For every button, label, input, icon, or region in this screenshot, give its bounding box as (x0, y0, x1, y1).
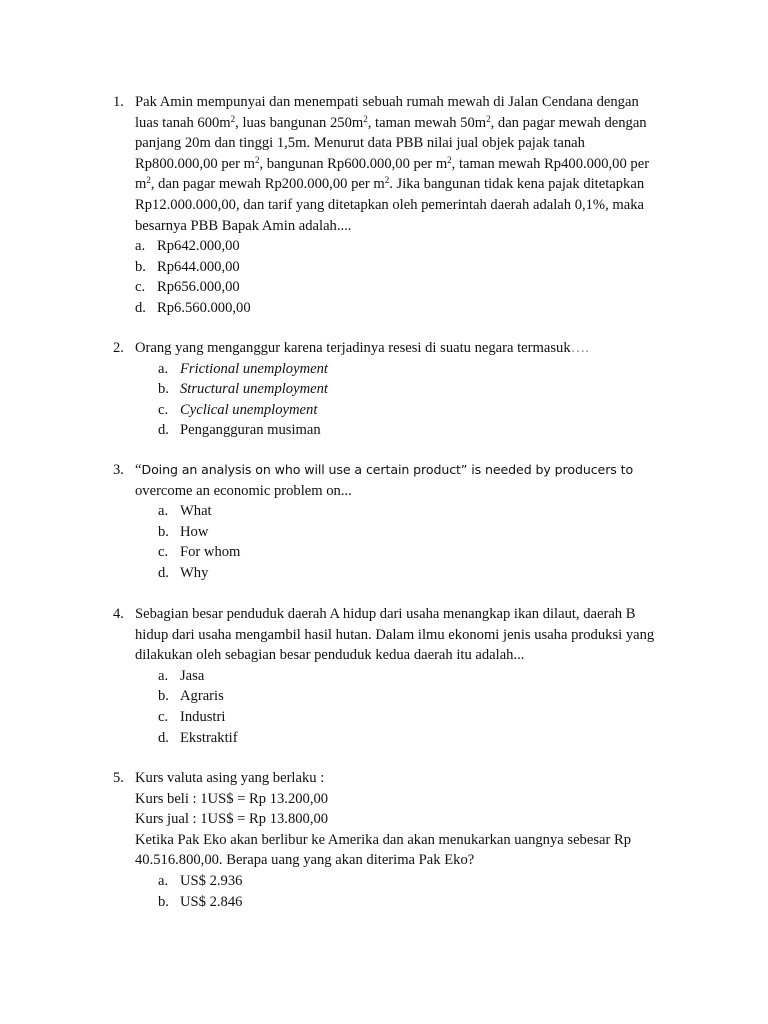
question-text (135, 768, 683, 912)
question-line: Kurs valuta asing yang berlaku : (135, 770, 325, 786)
question-number: 3. (113, 462, 124, 478)
option-b: b. Rp644.000,00 (135, 258, 240, 275)
question-line: besarnya PBB Bapak Amin adalah.... (135, 217, 352, 234)
option-c: c. Industri (158, 708, 226, 725)
question-line: Rp800.000,00 per $m^2$, bangunan Rp600.000,00 per $m^2$, taman mewah Rp400.000,00 per (135, 154, 650, 172)
question-line: Pak Amin mempunyai dan menempati sebuah rumah mewah di Jalan Cendana dengan (135, 94, 639, 110)
question-line: overcome an economic problem on... (135, 482, 352, 499)
option-b: b. How (158, 523, 209, 540)
question-number: 1. (113, 94, 124, 110)
question-text (135, 604, 683, 748)
question-1 (113, 92, 683, 319)
option-d: d. Why (158, 564, 209, 581)
question-line: “Doing an analysis on who will use a certain product” is needed by producers to (135, 462, 634, 478)
answer-options (158, 359, 683, 441)
option-d: d. Pengangguran musiman (158, 422, 321, 439)
option-c: c. Rp656.000,00 (135, 279, 240, 296)
question-number: 5. (113, 770, 124, 786)
option-a: a. What (158, 503, 212, 520)
question-line: Kurs beli : 1US$ = Rp 13.200,00 (135, 790, 329, 807)
question-line: Rp12.000.000,00, dan tarif yang ditetapkan oleh pemerintah daerah adalah 0,1%, maka (135, 196, 644, 213)
option-c: c. For whom (158, 544, 241, 561)
option-a: a. Rp642.000,00 (135, 238, 240, 255)
question-number: 2. (113, 340, 124, 356)
question-text (135, 92, 683, 319)
question-line: Ketika Pak Eko akan berlibur ke Amerika dan akan menukarkan uangnya sebesar Rp (135, 831, 632, 848)
option-a: a. Jasa (158, 667, 205, 684)
question-line: Orang yang menganggur karena terjadinya resesi di suatu negara termasuk…. (135, 340, 589, 356)
option-b: b. Agraris (158, 688, 224, 705)
question-line: panjang 20m dan tinggi 1,5m. Menurut data PBB nilai jual objek pajak tanah (135, 135, 585, 152)
question-line: Kurs jual : 1US$ = Rp 13.800,00 (135, 811, 329, 828)
question-2 (113, 338, 683, 441)
option-a: a. Frictional unemployment (158, 360, 328, 377)
answer-options (135, 236, 683, 318)
question-line: hidup dari usaha mengambil hasil hutan. Dalam ilmu ekonomi jenis usaha produksi yang (135, 626, 655, 643)
answer-options (158, 871, 683, 912)
option-c: c. Cyclical unemployment (158, 401, 318, 418)
question-3 (113, 460, 683, 584)
question-4 (113, 604, 683, 748)
option-b: b. Structural unemployment (158, 381, 328, 398)
option-a: a. US$ 2.936 (158, 872, 243, 889)
question-line: Sebagian besar penduduk daerah A hidup dari usaha menangkap ikan dilaut, daerah B (135, 606, 636, 622)
question-text (135, 460, 683, 584)
question-number: 4. (113, 606, 124, 622)
option-d: d. Rp6.560.000,00 (135, 299, 251, 316)
answer-options (158, 501, 683, 583)
question-line: 40.516.800,00. Berapa uang yang akan diterima Pak Eko? (135, 852, 475, 869)
question-text (135, 338, 683, 441)
answer-options (158, 666, 683, 748)
question-line: $m^2$, dan pagar mewah Rp200.000,00 per $m^2$. Jika bangunan tidak kena pajak ditetapkan (135, 175, 645, 193)
question-line: luas tanah $600m^2$, luas bangunan $250m^2$, taman mewah $50m^2$, dan pagar mewah dengan (135, 113, 647, 131)
question-line: dilakukan oleh sebagian besar penduduk kedua daerah itu adalah... (135, 647, 525, 664)
question-5 (113, 768, 683, 912)
option-d: d. Ekstraktif (158, 729, 238, 746)
option-b: b. US$ 2.846 (158, 893, 243, 910)
